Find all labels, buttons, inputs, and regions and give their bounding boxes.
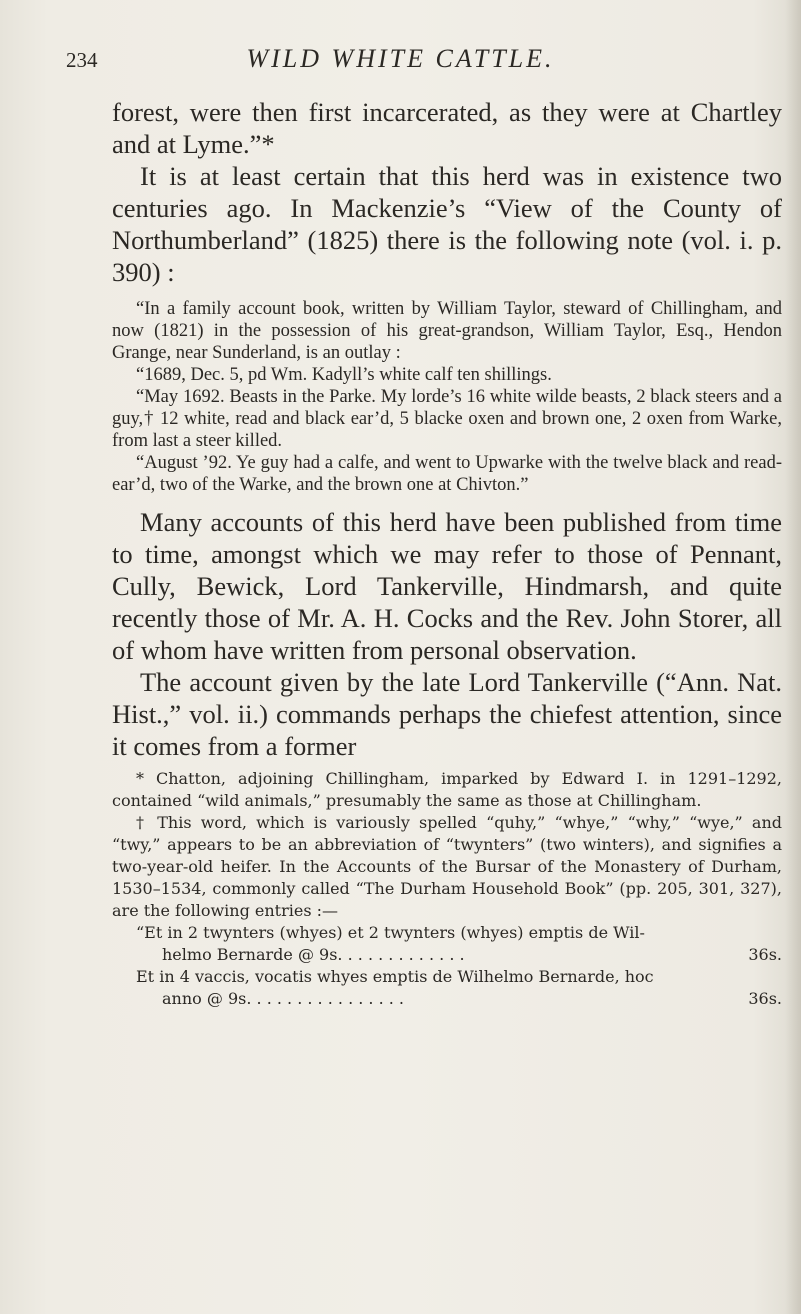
entry-text: helmo Bernarde @ 9s. . . . . . . . . . . . . bbox=[162, 945, 465, 964]
entry-text: Et in 4 vaccis, vocatis whyes emptis de Wilhelmo Bernarde, hoc bbox=[136, 967, 654, 986]
entry-text: “Et in 2 twynters (whyes) et 2 twynters (whyes) emptis de Wil- bbox=[136, 923, 645, 942]
entry-line bbox=[112, 944, 782, 966]
entry-line bbox=[112, 988, 782, 1010]
quote-line: “1689, Dec. 5, pd Wm. Kadyll’s white calf ten shillings. bbox=[136, 365, 552, 385]
account-entry bbox=[112, 922, 782, 966]
entry-text: anno @ 9s. . . . . . . . . . . . . . . . bbox=[162, 989, 405, 1008]
entry-line bbox=[112, 966, 782, 988]
quote-line: “August ’92. Ye guy had a calfe, and went to Upwarke with the twelve black and read-ear’d, two of the Warke, and the brown one at Chivton.” bbox=[112, 453, 782, 495]
page-edge-shadow bbox=[785, 0, 801, 1314]
quoted-note bbox=[112, 298, 782, 496]
page-number: 234 bbox=[66, 48, 98, 72]
paragraph-continued: forest, were then first incarcerated, as they were at Chartley and at Lyme.”* bbox=[112, 97, 782, 159]
quote-line: “In a family account book, written by William Taylor, steward of Chillingham, and now (1821) in the possession of his great-grandson, William Taylor, Esq., Hendon Grange, near Sunderland, is an outlay : bbox=[112, 299, 782, 363]
paragraph-herd-existence: It is at least certain that this herd was in existence two centuries ago. In Mackenzie’s “View of the County of Northumberland” (1825) there is the following note (vol. i. p. 390) : bbox=[112, 161, 782, 287]
entry-line bbox=[112, 922, 782, 944]
quote-line: “May 1692. Beasts in the Parke. My lorde’s 16 white wilde beasts, 2 black steers and a guy,† 12 white, read and black ear’d, 5 blacke oxen and brown one, 2 oxen from Warke, from last a steer killed. bbox=[112, 387, 782, 451]
paragraph-accounts: Many accounts of this herd have been published from time to time, amongst which we may refer to those of Pennant, Cully, Bewick, Lord Tankerville, Hindmarsh, and quite recently those of Mr. A. H. Cocks and the Rev. John Storer, all of whom have written from personal observation. bbox=[112, 507, 782, 665]
entry-amount: 36s. bbox=[748, 945, 782, 964]
running-title: WILD WHITE CATTLE. bbox=[246, 44, 555, 73]
entry-amount: 36s. bbox=[748, 989, 782, 1008]
page-text bbox=[112, 96, 782, 1010]
account-entry bbox=[112, 966, 782, 1010]
page-header bbox=[0, 38, 801, 78]
footnote-whye: † This word, which is variously spelled “quhy,” “whye,” “why,” “wye,” and “twy,” appears to be an abbreviation of “twynters” (two winters), and signifies a two-year-old heifer. In the Accounts of the Bursar of the Monastery of Durham, 1530–1534, commonly called “The Durham Household Book” (pp. 205, 301, 327), are the following entries :— bbox=[112, 813, 782, 920]
footnote-chatton: * Chatton, adjoining Chillingham, imparked by Edward I. in 1291–1292, contained “wild animals,” presumably the same as those at Chillingham. bbox=[112, 769, 782, 810]
paragraph-tankerville: The account given by the late Lord Tankerville (“Ann. Nat. Hist.,” vol. ii.) commands perhaps the chiefest attention, since it comes from a former bbox=[112, 667, 782, 761]
